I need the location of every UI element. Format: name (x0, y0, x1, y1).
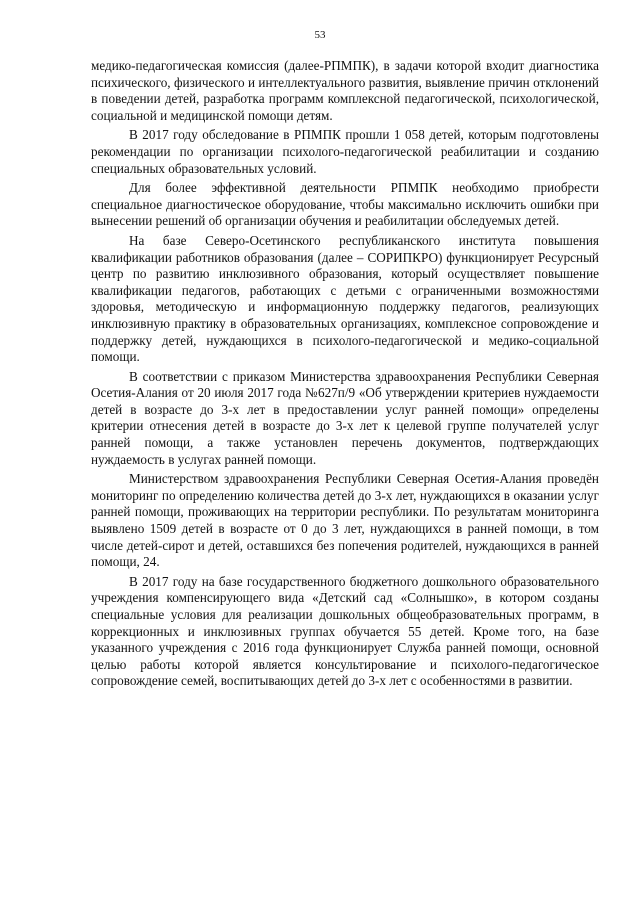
paragraph-ministry-order: В соответствии с приказом Министерства здравоохранения Республики Северная Осетия-Алания от 20 июля 2017 года №627п/9 «Об утверждении критериев нуждаемости детей в возрасте до 3-х лет в предоставлении услуг ранней помощи» определены критерии отнесения детей в возрасте до 3-х лет к целевой группе получателей услуг ранней помощи, а также установлен перечень документов, подтверждающих нуждаемость в услугах ранней помощи. (91, 368, 599, 467)
document-body (91, 58, 599, 690)
paragraph-resource-center: На базе Северо-Осетинского республиканского института повышения квалификации работников образования (далее – СОРИПКРО) функционирует Ресурсный центр по развитию инклюзивного образования, который осуществляет повышение квалификации педагогов, работающих с детьми с ограниченными возможностями здоровья, методическую и информационную поддержку педагогов, реализующих инклюзивную практику в образовательных организациях, комплексное сопровождение и поддержку детей, нуждающихся в психолого-педагогической и медико-социальной помощи. (91, 232, 599, 365)
paragraph-kindergarten: В 2017 году на базе государственного бюджетного дошкольного образовательного учреждения компенсирующего вида «Детский сад «Солнышко», в котором созданы специальные условия для реализации дошкольных общеобразовательных программ, в коррекционных и инклюзивных группах обучается 55 детей. Кроме того, на базе указанного учреждения с 2016 года функционирует Служба ранней помощи, основной целью работы которой является консультирование и психолого-педагогическое сопровождение семей, воспитывающих детей до 3-х лет с особенностями в развитии. (91, 573, 599, 689)
paragraph-rpmpk-equipment: Для более эффективной деятельности РПМПК необходимо приобрести специальное диагностическое оборудование, чтобы максимально исключить ошибки при вынесении решений об организации обучения и реабилитации обследуемых детей. (91, 180, 599, 229)
page-number: 53 (314, 29, 326, 41)
paragraph-rpmpk-intro: медико-педагогическая комиссия (далее-РПМПК), в задачи которой входит диагностика психического, физического и интеллектуального развития, выявление причин отклонений в поведении детей, разработка программ комплексной педагогической, психологической, социальной и медицинской помощи детям. (91, 58, 599, 123)
paragraph-monitoring: Министерством здравоохранения Республики Северная Осетия-Алания проведён мониторинг по определению количества детей до 3-х лет, нуждающихся в оказании услуг ранней помощи, проживающих на территории республики. По результатам мониторинга выявлено 1509 детей в возрасте от 0 до 3 лет, нуждающихся в ранней помощи, в том числе детей-сирот и детей, оставшихся без попечения родителей, нуждающихся в ранней помощи, 24. (91, 471, 599, 570)
paragraph-rpmpk-2017: В 2017 году обследование в РПМПК прошли 1 058 детей, которым подготовлены рекомендации по организации психолого-педагогической реабилитации и созданию специальных образовательных условий. (91, 127, 599, 176)
